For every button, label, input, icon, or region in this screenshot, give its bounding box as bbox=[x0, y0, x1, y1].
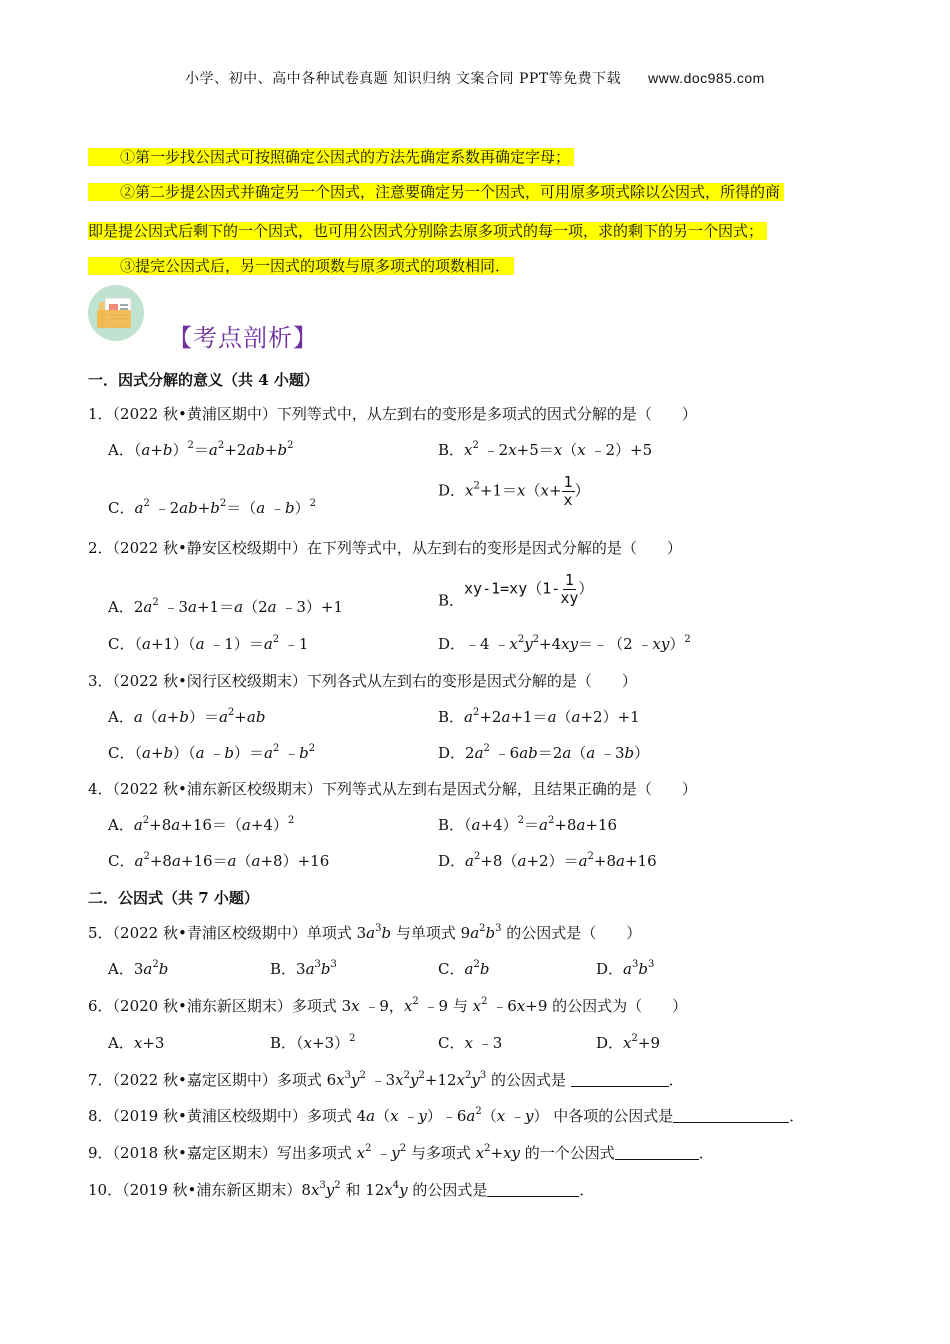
question-1-stem: 1．（2022 秋•黄浦区期中）下列等式中，从左到右的变形是多项式的因式分解的是（ ） bbox=[88, 405, 697, 423]
q1d-fraction: $\frac{1}{x}$ bbox=[563, 473, 573, 509]
part1-title: 一．因式分解的意义（共 4 小题） bbox=[88, 371, 319, 389]
q2-option-d[interactable]: D．﹣4 $﹣x^2y^2+4xy=﹣(2$ ﹣xy）$^2$ bbox=[438, 634, 691, 653]
q7-answer-blank[interactable] bbox=[571, 1071, 669, 1087]
tip-line-1: ①第一步找公因式可按照确定公因式的方法先确定系数再确定字母； bbox=[88, 146, 574, 168]
question-8-stem: 8．（2019 秋•黄浦区校级期中）多项式 4a（x $﹣y)﹣6a^2(x$ ﹣y） 中各项的公因式是 ． bbox=[88, 1106, 805, 1125]
page-header bbox=[0, 68, 950, 88]
q10-answer-blank[interactable] bbox=[487, 1181, 579, 1197]
tip-line-2a: ②第二步提公因式并确定另一个因式，注意要确定另一个因式，可用原多项式除以公因式，所得的商 bbox=[88, 181, 784, 203]
q5-option-d[interactable]: D．$a^3b^3$ bbox=[596, 959, 655, 978]
q4-option-c[interactable]: C．$a^2+8a+16=a(a+8)+16$ bbox=[108, 851, 330, 870]
q4-option-d[interactable]: D．$a^2+8(a+2)=a^2+8a+16$ bbox=[438, 851, 657, 870]
q3-option-b[interactable]: B．$a^2+2a+1=a(a+2)+1$ bbox=[438, 707, 640, 726]
q6-option-c[interactable]: C．x ﹣3 bbox=[438, 1034, 503, 1052]
q4-option-b[interactable]: B．$(a+4)^2=a^2+8a+16$ bbox=[438, 815, 618, 834]
q2-option-a[interactable]: A．$2a^2$ ﹣3a+1＝a（2a ﹣3）+1 bbox=[108, 597, 343, 616]
header-text: 小学、初中、高中各种试卷真题 知识归纳 文案合同 PPT等免费下载 bbox=[185, 71, 622, 87]
q2-option-b[interactable]: B．xy-1=xy（1- $\frac{1}{xy}$ ） bbox=[438, 571, 594, 610]
question-9-stem: 9．（2018 秋•嘉定区期末）写出多项式 $x^2$ $﹣y^2$ 与多项式 $x^2+xy$ 的一个公因式 ． bbox=[88, 1143, 714, 1162]
q1-option-a[interactable]: A．$(a+b)^2=a^2+2ab+b^2$ bbox=[108, 440, 294, 459]
question-2-stem: 2．（2022 秋•静安区校级期中）在下列等式中，从左到右的变形是因式分解的是（ ） bbox=[88, 539, 682, 557]
q1-option-c[interactable]: C．$a^2$ $﹣2ab+b^2=(a$ ﹣b）$^2$ bbox=[108, 498, 316, 517]
question-6-stem: 6．（2020 秋•浦东新区期末）多项式 3x ﹣9，$x^2$ ﹣9 与 $x^2$ ﹣6x+9 的公因式为（ ） bbox=[88, 996, 688, 1015]
q5-option-a[interactable]: A．$3a^2b$ bbox=[108, 959, 169, 978]
header-site: www.doc985.com bbox=[648, 70, 765, 86]
q5-option-c[interactable]: C．$a^2b$ bbox=[438, 959, 490, 978]
tip-line-2b: 即是提公因式后剩下的一个因式，也可用公因式分别除去原多项式的每一项，求的剩下的另一个因式； bbox=[88, 220, 767, 242]
q3-option-c[interactable]: C．（a+b）（a $﹣b)=a^2$ $﹣b^2$ bbox=[108, 743, 316, 762]
section-title: 【考点剖析】 bbox=[168, 324, 318, 352]
q1-option-d[interactable]: D．$x^2+1=x(x+$ $\frac{1}{x}$ ） bbox=[438, 473, 590, 509]
q9-answer-blank[interactable] bbox=[615, 1144, 699, 1160]
question-4-stem: 4．（2022 秋•浦东新区校级期末）下列等式从左到右是因式分解，且结果正确的是（ ） bbox=[88, 780, 697, 798]
q8-answer-blank[interactable] bbox=[673, 1107, 789, 1123]
question-5-stem: 5．（2022 秋•青浦区校级期中）单项式 $3a^3b$ 与单项式 $9a^2b^3$ 的公因式是（ ） bbox=[88, 923, 642, 942]
part2-title: 二．公因式（共 7 小题） bbox=[88, 889, 259, 907]
question-10-stem: 10．（2019 秋•浦东新区期末）$8x^3y^2$ 和 $12x^4y$ 的公因式是 ． bbox=[88, 1180, 595, 1199]
question-3-stem: 3．（2022 秋•闵行区校级期末）下列各式从左到右的变形是因式分解的是（ ） bbox=[88, 672, 637, 690]
tip-line-3: ③提完公因式后，另一因式的项数与原多项式的项数相同． bbox=[88, 255, 514, 277]
q3-option-a[interactable]: A．$a(a+b)=a^2+ab$ bbox=[108, 707, 266, 726]
q3-option-d[interactable]: D．$2a^2$ ﹣6ab＝2a（a ﹣3b） bbox=[438, 743, 650, 762]
q1-option-b[interactable]: B．$x^2$ ﹣2x+5＝x（x ﹣2）+5 bbox=[438, 440, 653, 459]
q6-option-b[interactable]: B．$(x+3)^2$ bbox=[270, 1033, 356, 1052]
question-7-stem: 7．（2022 秋•嘉定区期中）多项式 $6x^3y^2$ $﹣3x^2y^2+12x^2y^3$ 的公因式是 ． bbox=[88, 1070, 684, 1089]
q6-option-a[interactable]: A．x+3 bbox=[108, 1034, 165, 1052]
q4-option-a[interactable]: A．$a^2+8a+16=(a+4)^2$ bbox=[108, 815, 295, 834]
q6-option-d[interactable]: D．$x^2+9$ bbox=[596, 1033, 660, 1052]
folder-document-icon bbox=[88, 285, 144, 341]
q2b-fraction: $\frac{1}{xy}$ bbox=[560, 571, 579, 607]
q2-option-c[interactable]: C．（a+1）（a $﹣1)=a^2$ ﹣1 bbox=[108, 634, 309, 653]
q5-option-b[interactable]: B．$3a^3b^3$ bbox=[270, 959, 337, 978]
